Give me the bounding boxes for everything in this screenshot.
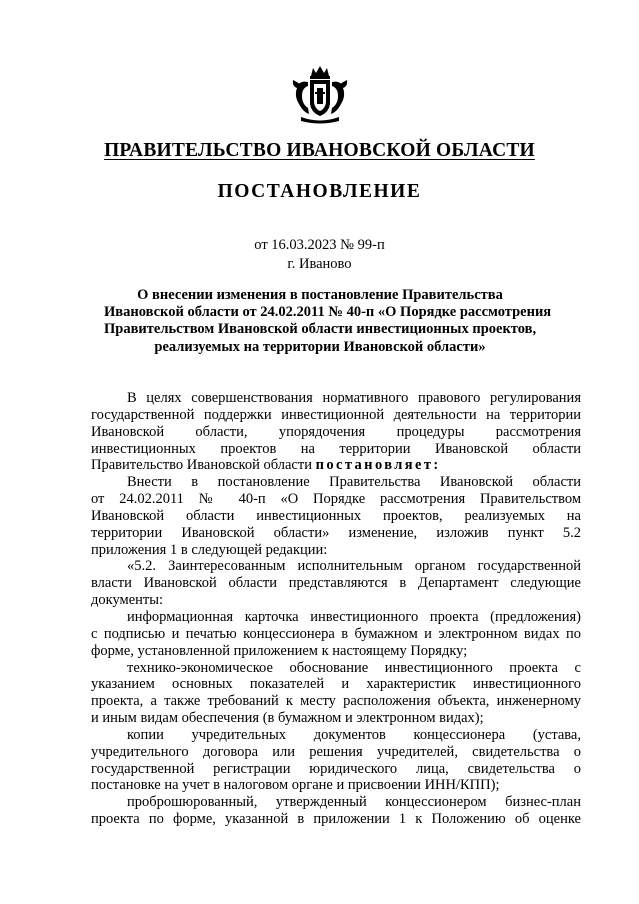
paragraph-line: Правительство Ивановской области постановляет:: [91, 457, 441, 474]
paragraph-line: проброшюрованный, утвержденный концессионером бизнес-план: [127, 794, 581, 811]
paragraph-line: учредительного договора или решения учредителей, свидетельства о: [91, 743, 581, 760]
paragraph-line: Ивановской области инвестиционных проектов, реализуемых на: [91, 507, 581, 524]
paragraph: [91, 660, 581, 727]
paragraph: [91, 474, 581, 558]
paragraph: [91, 727, 581, 794]
coat-of-arms-emblem-icon: [291, 62, 349, 126]
paragraph-line: В целях совершенствования нормативного правового регулирования: [127, 390, 581, 406]
paragraph-line: власти Ивановской области представляются в Департамент следующие: [91, 575, 581, 592]
paragraph-line: инвестиционных проектов на территории Ивановской области: [91, 440, 581, 457]
document-date-number: от 16.03.2023 № 99-п: [254, 237, 385, 253]
paragraph-line: указанием основных показателей и характеристик инвестиционного: [91, 676, 581, 693]
paragraph-line: государственной регистрации юридического лица, свидетельства о: [91, 760, 581, 777]
heading-line: реализуемых на территории Ивановской области»: [154, 338, 486, 355]
paragraph: [91, 558, 581, 609]
paragraph: [91, 794, 581, 828]
document-heading: [104, 287, 552, 356]
paragraph-line: приложения 1 в следующей редакции:: [91, 541, 328, 558]
paragraph-line: государственной поддержки инвестиционной деятельности на территории: [91, 406, 581, 423]
document-city: г. Иваново: [287, 256, 352, 272]
paragraph-line: документы:: [91, 592, 164, 609]
paragraph-line: Внести в постановление Правительства Ивановской области: [127, 474, 581, 491]
heading-line: Ивановской области от 24.02.2011 № 40-п «О Порядке рассмотрения: [104, 304, 552, 321]
paragraph-line: Ивановской области, упорядочения процедуры рассмотрения: [91, 423, 581, 440]
paragraph-line: территории Ивановской области» изменение, изложив пункт 5.2: [91, 524, 581, 541]
paragraph-line: «5.2. Заинтересованным исполнительным органом государственной: [127, 558, 581, 575]
paragraph-line: копии учредительных документов концессионера (устава,: [127, 726, 581, 743]
paragraph-line: информационная карточка инвестиционного проекта (предложения): [127, 608, 581, 625]
paragraph: [91, 609, 581, 660]
document-body: [91, 390, 581, 828]
paragraph-line: постановке на учет в налоговом органе и присвоении ИНН/КПП);: [91, 777, 500, 794]
paragraph-line: проекта по форме, указанной в приложении 1 к Положению об оценке: [91, 811, 581, 828]
paragraph-line: и иным видам обеспечения (в бумажном и электронном видах);: [91, 710, 484, 727]
resolution-keyword: постановляет:: [315, 457, 441, 474]
paragraph-line: от 24.02.2011 № 40-п «О Порядке рассмотрения Правительством: [91, 491, 581, 508]
document-type-title: ПОСТАНОВЛЕНИЕ: [217, 181, 422, 202]
heading-line: Правительством Ивановской области инвестиционных проектов,: [104, 321, 537, 338]
paragraph-line: с подписью и печатью концессионера в бумажном и электронном видах по: [91, 625, 581, 642]
paragraph-line: технико-экономическое обоснование инвестиционного проекта с: [127, 659, 581, 676]
paragraph-line: проекта, а также требований к месту расположения объекта, инженерному: [91, 693, 581, 710]
government-name: ПРАВИТЕЛЬСТВО ИВАНОВСКОЙ ОБЛАСТИ: [104, 140, 535, 161]
paragraph: [91, 390, 581, 474]
paragraph-line: форме, установленной приложением к настоящему Порядку;: [91, 642, 468, 659]
heading-line: О внесении изменения в постановление Правительства: [137, 287, 503, 303]
